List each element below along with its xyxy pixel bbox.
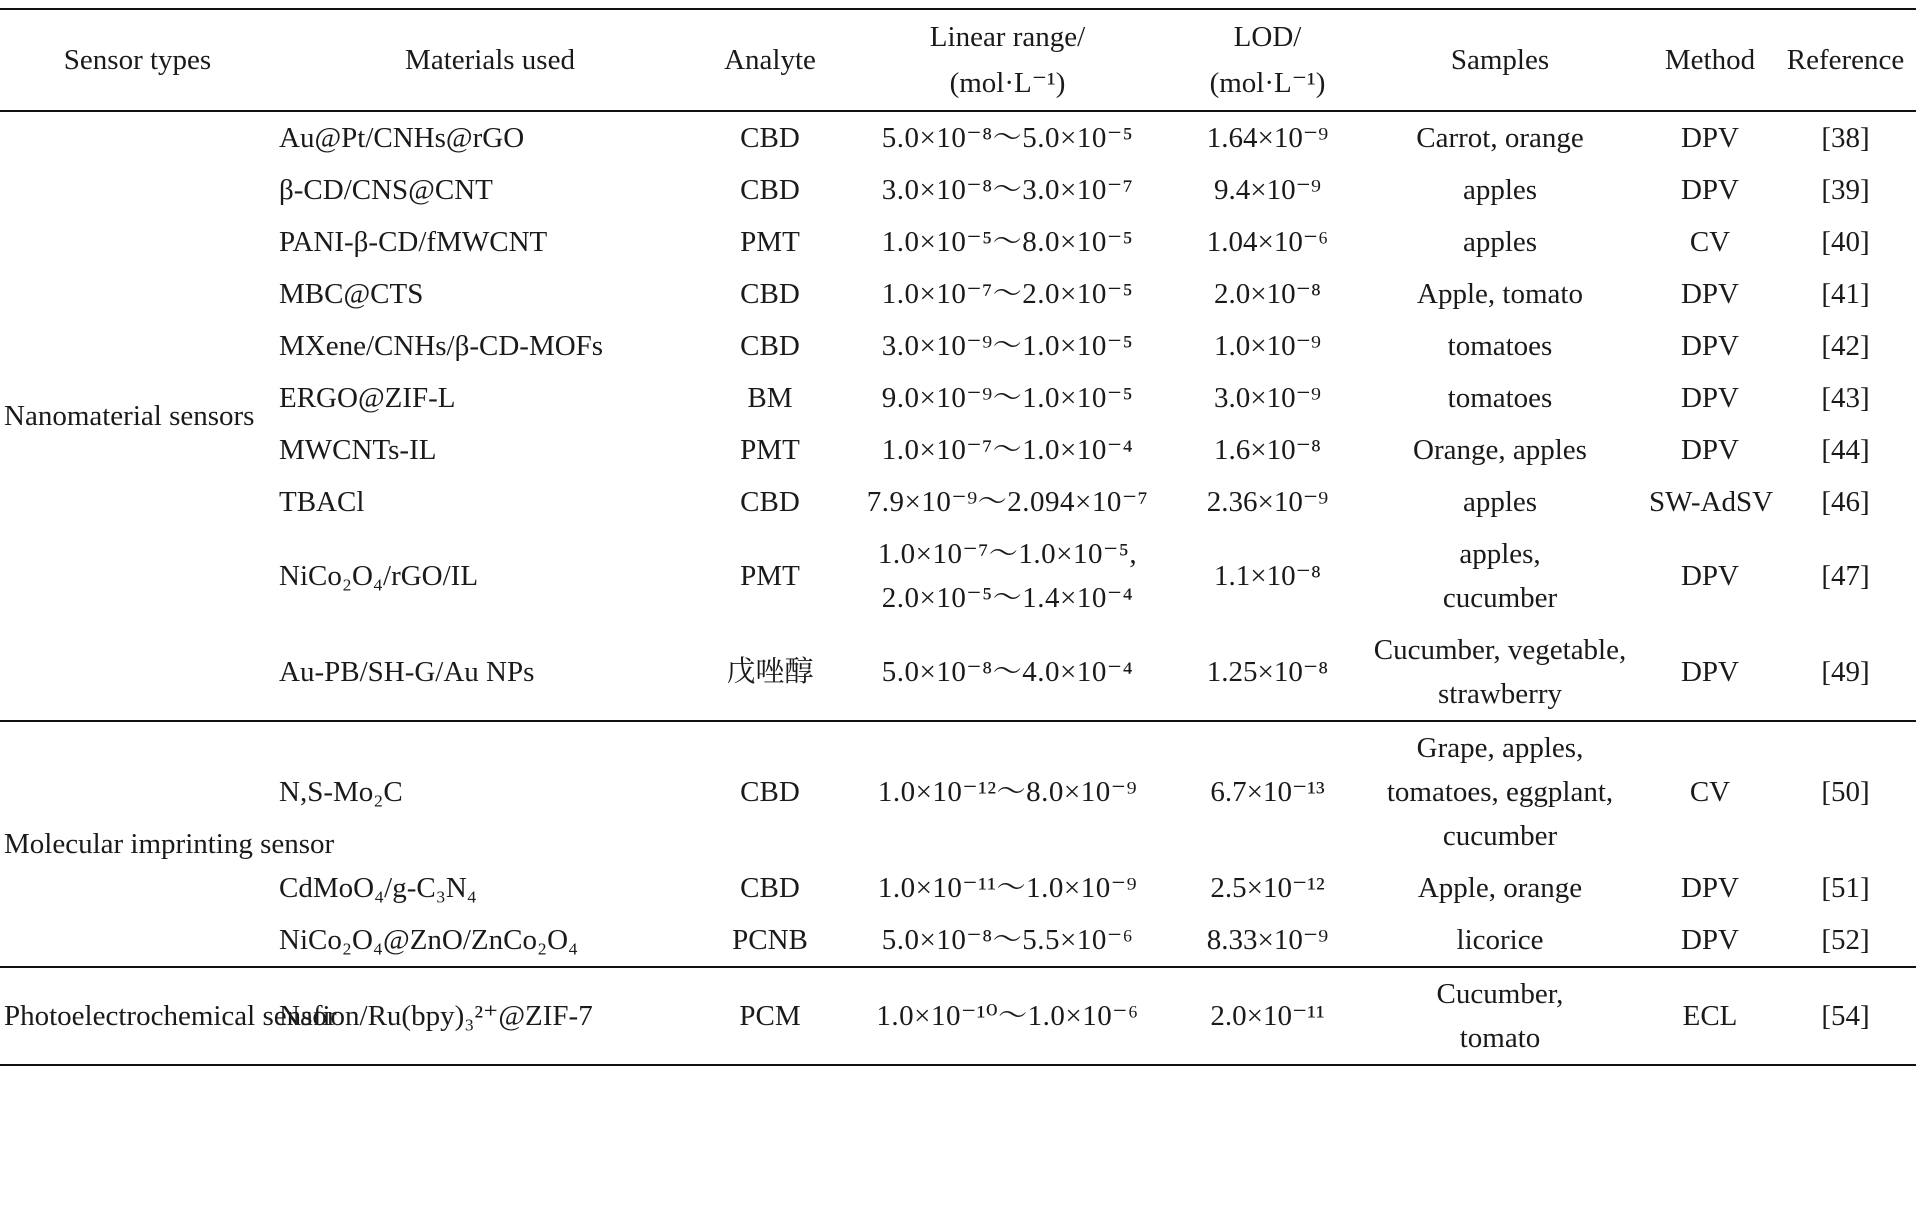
lod-cell: 1.6×10⁻⁸ [1213,434,1322,466]
table-row [0,528,1916,624]
reference-cell: [49] [1821,656,1870,688]
table-row [0,216,1916,268]
lod-cell: 2.0×10⁻⁸ [1213,278,1322,310]
table-row [0,721,1916,862]
table-body [0,111,1916,1065]
method-cell: DPV [1680,656,1739,688]
samples-cell: apples, cucumber [1442,538,1558,614]
reference-cell: [46] [1821,486,1870,518]
method-cell: SW-AdSV [1649,486,1774,518]
samples-cell: Apple, orange [1417,872,1583,904]
method-cell: DPV [1680,560,1739,592]
sensor-type-cell: Photoelectrochemical sensor [0,967,275,1065]
reference-cell: [47] [1821,560,1870,592]
lod-cell: 8.33×10⁻⁹ [1206,924,1329,956]
material-cell: MXene/CNHs/β-CD-MOFs [279,330,604,362]
lod-cell: 1.25×10⁻⁸ [1206,656,1329,688]
samples-cell: apples [1462,174,1538,206]
linear-range-cell: 5.0×10⁻⁸～5.0×10⁻⁵ [835,111,1180,164]
analyte-cell: PCNB [732,924,808,956]
reference-cell: [42] [1821,330,1870,362]
analyte-cell: CBD [740,278,800,310]
lod-cell: 3.0×10⁻⁹ [1213,382,1322,414]
table-row [0,476,1916,528]
material-cell: β-CD/CNS@CNT [279,174,493,206]
material-cell: NiCo₂O₄/rGO/IL [279,560,479,592]
lod-cell: 2.0×10⁻¹¹ [1180,967,1355,1065]
table-row [0,372,1916,424]
table-row [0,111,1916,164]
samples-cell: Cucumber, tomato [1355,967,1645,1065]
samples-cell: licorice [1456,924,1544,956]
sensor-comparison-table [0,8,1916,1066]
linear-range-cell: 1.0×10⁻⁷～1.0×10⁻⁵, 2.0×10⁻⁵～1.4×10⁻⁴ [877,538,1138,614]
method-cell: DPV [1680,872,1739,904]
table-row [0,967,1916,1065]
analyte-cell: 戊唑醇 [726,656,814,688]
table-row [0,624,1916,721]
linear-range-cell: 5.0×10⁻⁸～4.0×10⁻⁴ [881,656,1134,688]
table-row [0,424,1916,476]
linear-range-cell: 1.0×10⁻¹⁰～1.0×10⁻⁶ [835,967,1180,1065]
samples-cell: Apple, tomato [1417,278,1583,310]
samples-cell: Carrot, orange [1355,111,1645,164]
linear-range-cell: 3.0×10⁻⁹～1.0×10⁻⁵ [881,330,1134,362]
reference-cell: [51] [1821,872,1870,904]
analyte-cell: BM [747,382,793,414]
reference-cell: [44] [1821,434,1870,466]
method-cell: DPV [1645,111,1775,164]
header-lod-line1: LOD/ [1233,21,1302,53]
material-cell: PANI-β-CD/fMWCNT [279,226,548,258]
linear-range-cell: 7.9×10⁻⁹～2.094×10⁻⁷ [866,486,1149,518]
sensor-type-cell: Nanomaterial sensors [0,111,275,721]
analyte-cell: CBD [740,330,800,362]
sensor-type-cell: Molecular imprinting sensor [0,721,275,967]
material-cell: TBACl [279,486,365,518]
method-cell: DPV [1680,278,1739,310]
header-linear-range [835,9,1180,111]
analyte-cell: CBD [740,872,800,904]
reference-cell: [40] [1821,226,1870,258]
header-method: Method [1645,9,1775,111]
method-cell: DPV [1680,382,1739,414]
analyte-cell: CBD [705,721,835,862]
reference-cell: [41] [1821,278,1870,310]
samples-cell: Grape, apples, tomatoes, eggplant, cucumber [1355,721,1645,862]
linear-range-cell: 1.0×10⁻¹²～8.0×10⁻⁹ [835,721,1180,862]
lod-cell: 9.4×10⁻⁹ [1213,174,1322,206]
analyte-cell: PCM [705,967,835,1065]
table-row [0,268,1916,320]
material-cell: NiCo₂O₄@ZnO/ZnCo₂O₄ [279,924,579,956]
lod-cell: 2.36×10⁻⁹ [1206,486,1329,518]
samples-cell: apples [1462,226,1538,258]
header-sensor-types: Sensor types [0,9,275,111]
header-lod-line2: (mol·L⁻¹) [1209,67,1326,99]
table-row [0,862,1916,914]
method-cell: CV [1645,721,1775,862]
method-cell: ECL [1645,967,1775,1065]
linear-range-cell: 1.0×10⁻¹¹～1.0×10⁻⁹ [877,872,1138,904]
table-row [0,164,1916,216]
material-cell: ERGO@ZIF-L [279,382,456,414]
method-cell: DPV [1680,434,1739,466]
header-linear-range-line1: Linear range/ [929,21,1086,53]
samples-cell: apples [1462,486,1538,518]
header-samples: Samples [1355,9,1645,111]
material-cell: Au@Pt/CNHs@rGO [275,111,705,164]
reference-cell: [43] [1821,382,1870,414]
header-materials-used: Materials used [275,9,705,111]
header-reference: Reference [1775,9,1916,111]
table-row [0,914,1916,967]
linear-range-cell: 3.0×10⁻⁸～3.0×10⁻⁷ [881,174,1134,206]
material-cell: MBC@CTS [279,278,424,310]
table-row [0,320,1916,372]
samples-cell: Orange, apples [1413,434,1587,466]
header-lod [1180,9,1355,111]
samples-cell: tomatoes [1447,382,1553,414]
reference-cell: [50] [1775,721,1916,862]
method-cell: DPV [1680,924,1739,956]
header-linear-range-line2: (mol·L⁻¹) [949,67,1066,99]
analyte-cell: PMT [740,560,800,592]
lod-cell: 1.0×10⁻⁹ [1213,330,1322,362]
analyte-cell: PMT [740,226,800,258]
method-cell: CV [1689,226,1731,258]
material-cell: Au-PB/SH-G/Au NPs [279,656,535,688]
analyte-cell: CBD [705,111,835,164]
reference-cell: [39] [1821,174,1870,206]
samples-cell: tomatoes [1447,330,1553,362]
lod-cell: 2.5×10⁻¹² [1210,872,1325,904]
linear-range-cell: 1.0×10⁻⁵～8.0×10⁻⁵ [881,226,1134,258]
material-cell: Nafion/Ru(bpy)₃²⁺@ZIF-7 [275,967,705,1065]
reference-cell: [52] [1821,924,1870,956]
material-cell: CdMoO₄/g-C₃N₄ [279,872,477,904]
linear-range-cell: 5.0×10⁻⁸～5.5×10⁻⁶ [881,924,1134,956]
lod-cell: 6.7×10⁻¹³ [1180,721,1355,862]
reference-cell: [38] [1775,111,1916,164]
method-cell: DPV [1680,174,1739,206]
material-cell: N,S-Mo₂C [275,721,705,862]
linear-range-cell: 1.0×10⁻⁷～1.0×10⁻⁴ [881,434,1134,466]
reference-cell: [54] [1775,967,1916,1065]
header-analyte: Analyte [705,9,835,111]
analyte-cell: CBD [740,486,800,518]
lod-cell: 1.04×10⁻⁶ [1206,226,1329,258]
linear-range-cell: 9.0×10⁻⁹～1.0×10⁻⁵ [881,382,1134,414]
lod-cell: 1.64×10⁻⁹ [1180,111,1355,164]
analyte-cell: CBD [740,174,800,206]
samples-cell: Cucumber, vegetable, strawberry [1373,634,1627,710]
lod-cell: 1.1×10⁻⁸ [1213,560,1322,592]
linear-range-cell: 1.0×10⁻⁷～2.0×10⁻⁵ [881,278,1134,310]
material-cell: MWCNTs-IL [279,434,437,466]
method-cell: DPV [1680,330,1739,362]
analyte-cell: PMT [740,434,800,466]
header-row [0,9,1916,111]
